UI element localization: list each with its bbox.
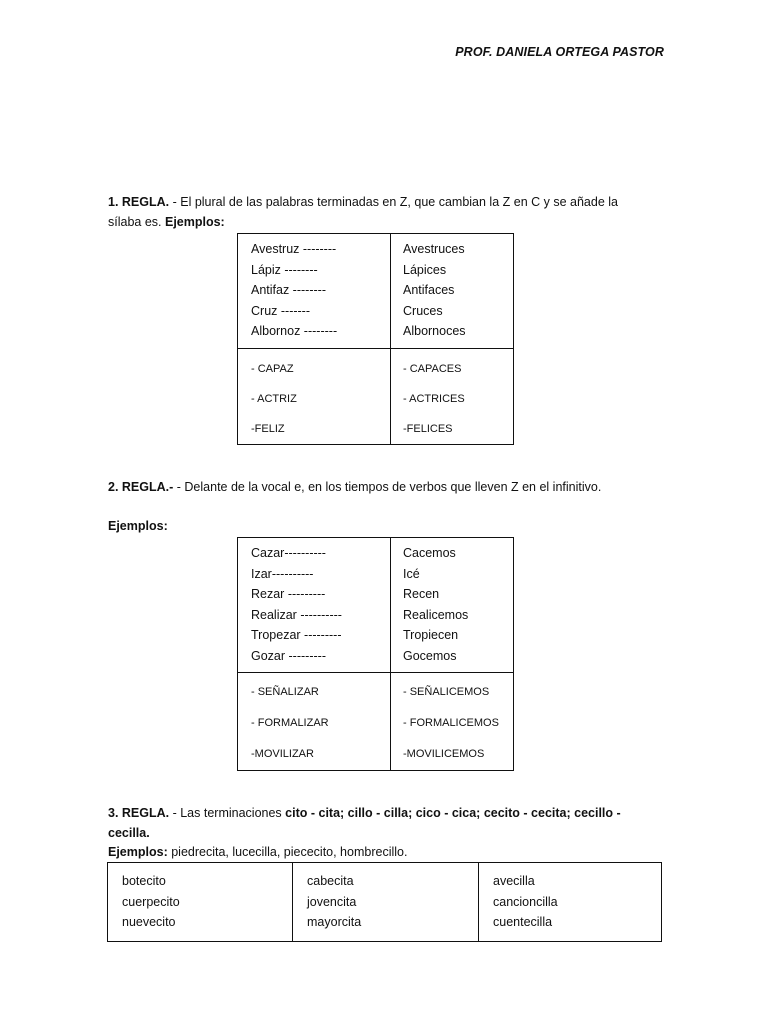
rule-2-extra-conjugated-cell	[391, 673, 514, 771]
table-cell: Avestruz --------	[251, 242, 337, 256]
table-cell: Lápiz --------	[251, 262, 318, 277]
rule-2-text: - Delante de la vocal e, en los tiempos de verbos que lleven Z en el infinitivo.	[173, 480, 602, 494]
rule-1-paragraph	[108, 192, 648, 232]
rule-3-text: - Las terminaciones	[169, 806, 286, 820]
table-cell: Cazar----------	[251, 546, 326, 560]
rule-1-extra-plural-cell	[391, 349, 514, 445]
rule-3-label: 3. REGLA.	[108, 806, 170, 820]
rule-3-examples-text: piedrecita, lucecilla, piececito, hombrecillo.	[167, 845, 408, 859]
rule-1-table	[237, 233, 514, 445]
table-cell: avecilla	[493, 874, 535, 888]
table-cell: Antifaz --------	[251, 283, 326, 298]
table-cell: cuerpecito	[122, 894, 180, 909]
author-header: PROF. DANIELA ORTEGA PASTOR	[455, 45, 664, 59]
table-cell: Realicemos	[403, 607, 469, 622]
table-cell: - CAPAZ	[251, 363, 294, 375]
table-cell: Albornoces	[403, 324, 466, 339]
rule-3-examples-line	[108, 845, 407, 859]
table-cell: - FORMALICEMOS	[403, 717, 499, 729]
rule-1-plural-cell	[391, 234, 514, 349]
table-cell: - ACTRIZ	[251, 393, 297, 405]
table-cell: Gocemos	[403, 648, 457, 663]
table-cell: Albornoz --------	[251, 324, 338, 339]
rule-3-col-2	[293, 863, 479, 942]
table-cell: Cruz -------	[251, 303, 311, 318]
rule-3-col-3	[479, 863, 662, 942]
table-cell: Tropezar ---------	[251, 628, 342, 643]
rule-2-table	[237, 537, 514, 771]
table-cell: Lápices	[403, 262, 447, 277]
table-cell: Realizar ----------	[251, 607, 342, 622]
table-cell: Cruces	[403, 303, 443, 318]
table-cell: Cacemos	[403, 546, 456, 560]
rule-1-examples-label: Ejemplos:	[164, 215, 225, 229]
table-cell: cuentecilla	[493, 915, 553, 930]
rule-3-col-1	[108, 863, 293, 942]
rule-2-extra-infinitive-cell	[238, 673, 391, 771]
table-cell: Izar----------	[251, 566, 314, 581]
table-cell: Icé	[403, 566, 420, 581]
table-cell: Tropiecen	[403, 628, 459, 643]
table-cell: botecito	[122, 874, 166, 888]
rule-2-label: 2. REGLA.-	[108, 480, 174, 494]
table-cell: jovencita	[307, 894, 357, 909]
table-cell: - SEÑALIZAR	[251, 686, 319, 698]
rule-1-label: 1. REGLA.	[108, 195, 170, 209]
table-cell: Recen	[403, 587, 440, 602]
rule-2-examples-label: Ejemplos:	[108, 519, 168, 533]
table-cell: - SEÑALICEMOS	[403, 686, 490, 698]
table-cell: Rezar ---------	[251, 587, 326, 602]
rule-1-text: - El plural de las palabras terminadas en Z, que cambian la Z en C y se añade la sílaba es.	[108, 195, 618, 229]
table-cell: cabecita	[307, 874, 354, 888]
rule-3-table	[107, 862, 662, 942]
table-cell: Antifaces	[403, 283, 455, 298]
table-cell: -MOVILIZAR	[251, 748, 314, 760]
rule-3-endings: cito - cita; cillo - cilla; cico - cica; cecito - cecita; cecillo - cecilla.	[108, 806, 621, 840]
rule-3-examples-label: Ejemplos:	[108, 845, 168, 859]
table-cell: Avestruces	[403, 242, 465, 256]
rule-2-conjugated-cell	[391, 538, 514, 673]
rule-1-singular-cell	[238, 234, 391, 349]
table-cell: Gozar ---------	[251, 648, 326, 663]
table-cell: - FORMALIZAR	[251, 717, 329, 729]
table-cell: nuevecito	[122, 915, 176, 930]
rule-3-paragraph	[108, 803, 648, 843]
table-cell: mayorcita	[307, 915, 362, 930]
table-cell: - CAPACES	[403, 363, 462, 375]
rule-1-extra-singular-cell	[238, 349, 391, 445]
rule-2-infinitive-cell	[238, 538, 391, 673]
rule-2-paragraph	[108, 477, 648, 497]
table-cell: cancioncilla	[493, 894, 558, 909]
table-cell: -FELIZ	[251, 423, 285, 435]
table-cell: -MOVILICEMOS	[403, 748, 485, 760]
table-cell: - ACTRICES	[403, 393, 465, 405]
table-cell: -FELICES	[403, 423, 453, 435]
